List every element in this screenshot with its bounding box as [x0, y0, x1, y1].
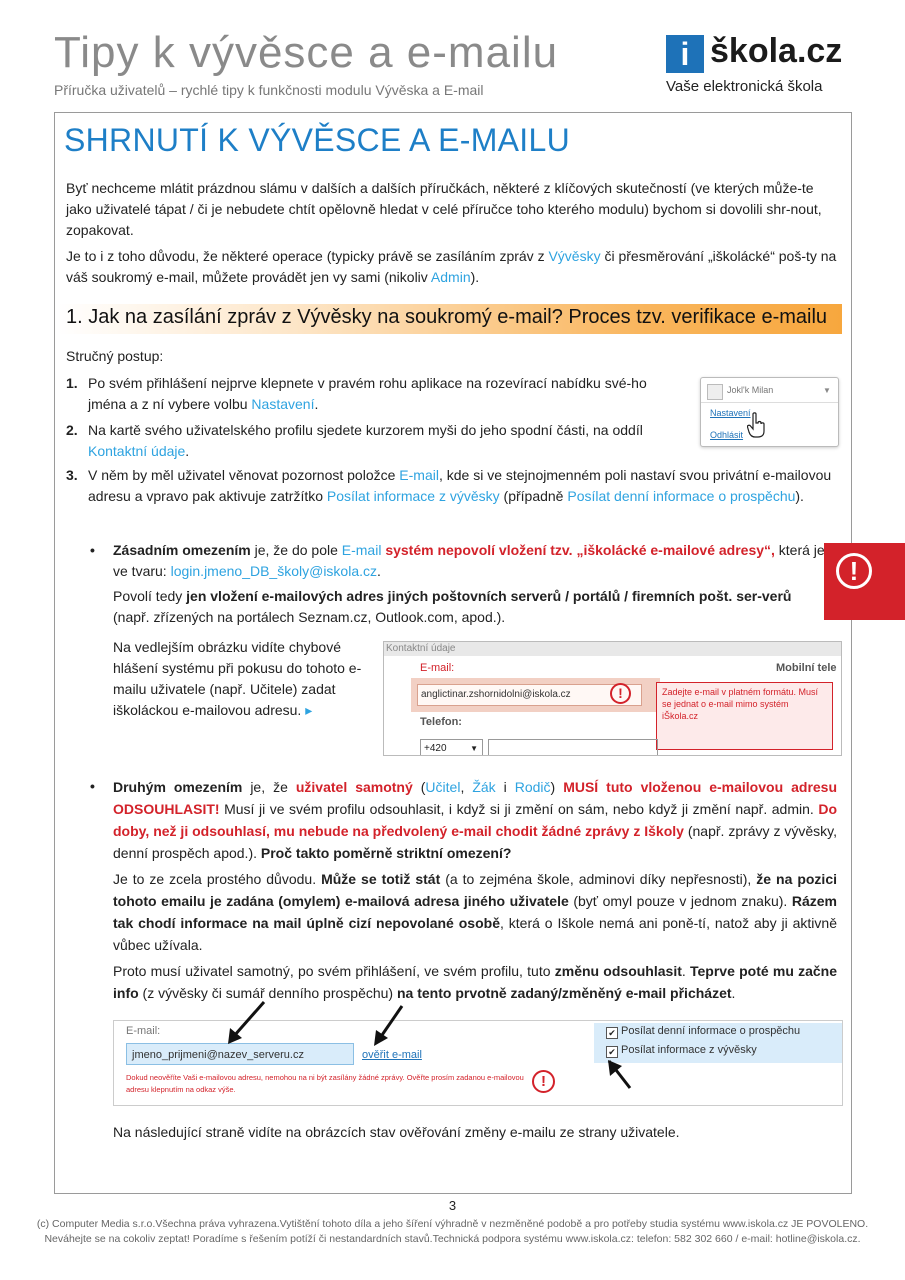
verify-email-input[interactable]: jmeno_prijmeni@nazev_serveru.cz: [126, 1043, 354, 1065]
main-title: SHRNUTÍ K VÝVĚSCE A E-MAILU: [64, 122, 571, 158]
exclamation-icon: !: [836, 553, 872, 589]
page-header-subtitle: Příručka uživatelů – rychlé tipy k funkčnosti modulu Vývěska a E-mail: [54, 82, 484, 98]
bullet-1-marker: •: [90, 542, 95, 558]
email-error-screenshot: [383, 641, 842, 756]
link-ucitel[interactable]: Učitel: [425, 779, 461, 795]
bullet-1-paragraph-3: Na vedlejším obrázku vidíte chybové hlášení systému při pokusu do tohoto e-mailu uživatele (např. Učitele) zadat iškoláckou e-mailovou adresu. ▸: [113, 639, 362, 718]
link-vyveska[interactable]: Vývěsky: [548, 248, 601, 264]
page-number: 3: [448, 1198, 457, 1213]
phone-label: Telefon:: [420, 716, 462, 728]
bullet-2-paragraph-2: Je to ze zcela prostého důvodu. Může se totiž stát (a to zejména škole, adminovi díky nepřesnosti), že na pozici tohoto emailu je zadána (omylem) e-mailová adresa jiného uživatele (byť omyl pouze v jednom znaku). Rázem tak chodí informace na mail úplně cizí nepovolané osobě, která o Iškole nemá ani poně-tí, natož aby ji aktivně vůbec užívala.: [113, 871, 838, 953]
hand-cursor-icon: [747, 412, 767, 438]
avatar-icon: [707, 384, 723, 400]
chevron-down-icon[interactable]: ▼: [823, 386, 831, 395]
menu-item-nastaveni[interactable]: Nastavení: [710, 408, 751, 418]
step-2-text: Na kartě svého uživatelského profilu sjedete kurzorem myši do jeho spodní části, na oddíl Kontaktní údaje.: [88, 422, 643, 459]
step-2-number: 2.: [66, 422, 78, 438]
footer-line-1: (c) Computer Media s.r.o.Všechna práva vyhrazena.Vytištění tohoto díla a jeho šíření výhradně v nezměněné podobě a pro potřeby studia systému www.iskola.cz JE POVOLENO.: [36, 1218, 869, 1230]
section-1-title: 1. Jak na zasílání zpráv z Vývěsky na soukromý e-mail? Proces tzv. verifikace e-mailu: [66, 306, 828, 328]
intro-paragraph-1: Byť nechceme mlátit prázdnou slámu v dalších a dalších příručkách, některé z klíčových skutečností (ve kterých může-te jako uživatelé tápat / či je nebudete chtít opělovně hledat v celé příručce toho kterého modulu) bychom si dovolili shr-nout, zopakovat.: [66, 180, 822, 238]
verify-error-icon: !: [532, 1070, 555, 1093]
verify-email-link[interactable]: ověřit e-mail: [362, 1049, 422, 1061]
logo-wordmark: škola.cz: [710, 32, 843, 70]
link-email[interactable]: E-mail: [399, 467, 439, 483]
phone-input[interactable]: [488, 739, 658, 756]
phone-prefix-select[interactable]: +420 ▼: [420, 739, 483, 756]
link-email-field[interactable]: E-mail: [341, 542, 382, 558]
step-3-number: 3.: [66, 467, 78, 483]
logo-tagline: Vaše elektronická škola: [666, 78, 823, 95]
link-kontaktni-udaje[interactable]: Kontaktní údaje: [88, 443, 186, 459]
bullet-2-marker: •: [90, 778, 95, 794]
checkbox-denni-prospech-label: Posílat denní informace o prospěchu: [621, 1025, 801, 1037]
bullet-2-paragraph-3: Proto musí uživatel samotný, po svém přihlášení, ve svém profilu, tuto změnu odsouhlasit. Teprve poté mu začne info (z vývěsky či sumář denního prospěchu) na tento prvotně zadaný/změněný e-mail přicházet.: [113, 963, 838, 1001]
section-heading: Kontaktní údaje: [386, 643, 456, 654]
error-icon: !: [610, 683, 631, 704]
link-posilat-denni[interactable]: Posílat denní informace o prospěchu: [567, 488, 796, 504]
arrow-pointer-icon: [220, 1000, 270, 1048]
link-admin[interactable]: Admin: [430, 269, 471, 285]
checkbox-denni-prospech[interactable]: ✔: [606, 1027, 618, 1039]
menu-divider: [701, 402, 838, 403]
verify-email-label: E-mail:: [126, 1025, 161, 1037]
bullet-1-text: Zásadním omezením je, že do pole E-mail systém nepovolí vložení tzv. „iškolácké e-mailové adresy“, která je ve tvaru: login.jmeno_DB_školy@iskola.cz.: [113, 542, 825, 579]
logo-i-mark: i: [666, 35, 704, 73]
link-posilat-informace[interactable]: Posílat informace z vývěsky: [326, 488, 500, 504]
link-login-format[interactable]: login.jmeno_DB_školy@iskola.cz: [170, 563, 378, 579]
bullet-1-paragraph-2: Povolí tedy jen vložení e-mailových adres jiných poštovních serverů / portálů / firemních pošt. ser-verů (např. zřízených na portálech Seznam.cz, Outlook.com, apod.).: [113, 588, 792, 625]
verify-warning-text: Dokud neověříte Vaši e-mailovou adresu, nemohou na ni být zasílány žádné zprávy. Ověřte prosím zadanou e-mailovou adresu klepnutím na odkaz výše.: [126, 1073, 524, 1094]
menu-item-odhlasit[interactable]: Odhlásit: [710, 430, 744, 440]
link-zak[interactable]: Žák: [472, 779, 496, 795]
link-rodic[interactable]: Rodič: [514, 779, 551, 795]
email-label: E-mail:: [420, 662, 455, 674]
step-1-number: 1.: [66, 375, 78, 391]
intro-paragraph-2: Je to i z toho důvodu, že některé operace (typicky právě se zasíláním zpráv z Vývěsky či přesměrování „iškolácké“ poš-ty na váš soukromý e-mail, můžete provádět jen vy sami (nikoliv Admin).: [66, 248, 837, 285]
checkbox-vyveska[interactable]: ✔: [606, 1046, 618, 1058]
checkbox-vyveska-label: Posílat informace z vývěsky: [621, 1044, 757, 1056]
error-tooltip: Zadejte e-mail v platném formátu. Musí se jednat o e-mail mimo systém iŠkola.cz: [656, 682, 833, 750]
footer-line-2: Neváhejte se na cokoliv zeptat! Poradíme s řešením potíží či nestandardních stavů.Technická podpora systému www.iskola.cz: telefon: 582 302 660 / e-mail: hotline@iskola.cz.: [44, 1233, 861, 1245]
page-header-title: Tipy k vývěsce a e-mailu: [54, 28, 559, 77]
link-nastaveni[interactable]: Nastavení: [251, 396, 315, 412]
arrow-pointer-icon: [606, 1058, 636, 1094]
steps-intro: Stručný postup:: [66, 348, 164, 364]
arrow-pointer-icon: [368, 1004, 408, 1048]
user-menu-screenshot: [700, 377, 839, 447]
email-input[interactable]: anglictinar.zshornidolni@iskola.cz: [417, 684, 642, 706]
step-3-text: V něm by měl uživatel věnovat pozornost položce E-mail, kde si ve stejnojmenném poli nastaví svou privátní e-mailovou adresu a vpravo pak aktivuje zatržítko Posílat informace z vývěsky (případně Posílat denní informace o prospěchu).: [88, 467, 832, 504]
closing-paragraph: Na následující straně vidíte na obrázcích stav ověřování změny e-mailu ze strany uživatele.: [113, 1124, 680, 1140]
mobile-label: Mobilní tele: [776, 662, 837, 674]
menu-user-name[interactable]: Jokl'k Milan: [727, 385, 774, 395]
bullet-2-text: Druhým omezením je, že uživatel samotný (Učitel, Žák i Rodič) MUSÍ tuto vloženou e-mailovou adresu ODSOUHLASIT! Musí ji ve svém profilu odsouhlasit, i když si ji změní on sám, nebo když ji změní např. admin. Do doby, než ji odsouhlasí, mu nebude na předvolený e-mail chodit žádné zprávy z Iškoly (např. zprávy z vývěsky, denní prospěch apod.). Proč takto poměrně striktní omezení?: [113, 779, 838, 861]
step-1-text: Po svém přihlášení nejprve klepnete v pravém rohu aplikace na rozevírací nabídku své-ho jména a z ní vybere volbu Nastavení.: [88, 375, 647, 412]
